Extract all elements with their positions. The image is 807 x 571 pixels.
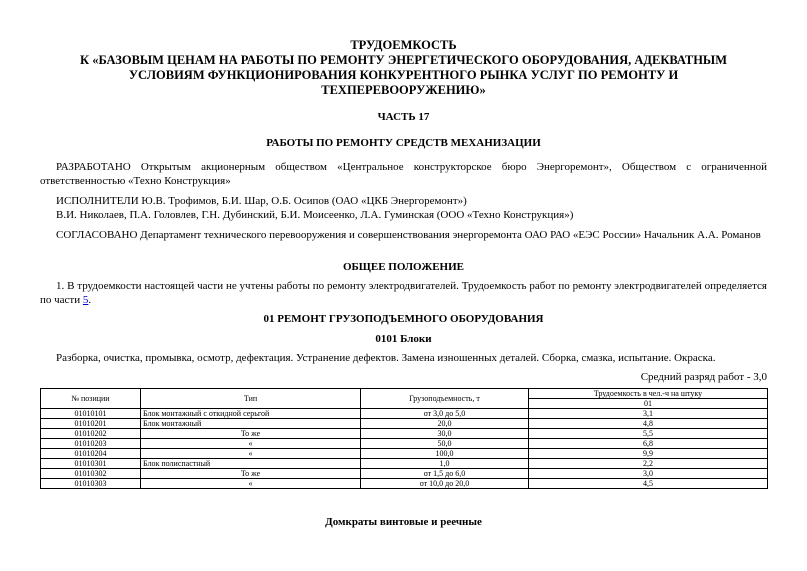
column-header-labor: Трудоемкость в чел.-ч на штуку xyxy=(529,389,768,399)
column-header-type: Тип xyxy=(141,389,361,409)
cell-type: « xyxy=(141,479,361,489)
subsection-heading: 0101 Блоки xyxy=(375,333,432,345)
average-grade: Средний разряд работ - 3,0 xyxy=(640,371,767,383)
column-header-capacity: Грузоподъемность, т xyxy=(361,389,529,409)
table-row xyxy=(41,479,768,489)
labor-table xyxy=(40,388,768,489)
cell-type: Блок полиспастный xyxy=(141,459,361,469)
document-title-line-2: К «БАЗОВЫМ ЦЕНАМ НА РАБОТЫ ПО РЕМОНТУ ЭНЕРГЕТИЧЕСКОГО ОБОРУДОВАНИЯ, АДЕКВАТНЫМ xyxy=(80,53,727,67)
cell-labor: 6,8 xyxy=(529,439,768,449)
table-body xyxy=(41,409,768,489)
executors-line-2: В.И. Николаев, П.А. Головлев, Г.Н. Дубинский, Б.И. Моисеенко, Л.А. Гуминская (ООО «Техно Конструкция») xyxy=(56,209,574,221)
cell-labor: 4,5 xyxy=(529,479,768,489)
table-row xyxy=(41,439,768,449)
cell-type: Блок монтажный xyxy=(141,419,361,429)
cell-capacity: 20,0 xyxy=(361,419,529,429)
part-title: РАБОТЫ ПО РЕМОНТУ СРЕДСТВ МЕХАНИЗАЦИИ xyxy=(266,137,541,149)
section-heading: 01 РЕМОНТ ГРУЗОПОДЪЕМНОГО ОБОРУДОВАНИЯ xyxy=(263,313,544,325)
cell-labor: 3,0 xyxy=(529,469,768,479)
table-row xyxy=(41,429,768,439)
document-title-line-4: ТЕХПЕРЕВООРУЖЕНИЮ» xyxy=(321,83,486,97)
cell-capacity: 50,0 xyxy=(361,439,529,449)
cell-type: То же xyxy=(141,469,361,479)
cell-position: 01010201 xyxy=(41,419,141,429)
agreed-paragraph: СОГЛАСОВАНО Департамент технического перевооружения и совершенствования энергоремонта ОАО РАО «ЕЭС России» Начальник А.А. Романов xyxy=(56,229,761,241)
general-paragraph xyxy=(40,279,767,307)
developed-paragraph: РАЗРАБОТАНО Открытым акционерным обществом «Центральное конструкторское бюро Энергоремонт», Обществом с ограниченной ответственностью «Техно Конструкция» xyxy=(40,161,767,187)
general-text-end: . xyxy=(88,294,92,306)
column-header-labor-sub: 01 xyxy=(529,399,768,409)
document-title-line-1: ТРУДОЕМКОСТЬ xyxy=(350,38,457,52)
part-5-link[interactable]: 5 xyxy=(82,294,89,306)
cell-capacity: от 1,5 до 6,0 xyxy=(361,469,529,479)
cell-position: 01010203 xyxy=(41,439,141,449)
cell-type: То же xyxy=(141,429,361,439)
table-row xyxy=(41,469,768,479)
cell-labor: 2,2 xyxy=(529,459,768,469)
cell-capacity: 1,0 xyxy=(361,459,529,469)
cell-labor: 4,8 xyxy=(529,419,768,429)
cell-labor: 9,9 xyxy=(529,449,768,459)
cell-position: 01010204 xyxy=(41,449,141,459)
work-description: Разборка, очистка, промывка, осмотр, дефектация. Устранение дефектов. Замена изношенных деталей. Сборка, смазка, испытание. Окраска. xyxy=(56,352,716,364)
general-text: 1. В трудоемкости настоящей части не учтены работы по ремонту электродвигателей. Трудоемкость работ по ремонту электродвигателей определяется по части xyxy=(40,280,767,306)
cell-capacity: от 3,0 до 5,0 xyxy=(361,409,529,419)
cell-type: Блок монтажный с откидной серьгой xyxy=(141,409,361,419)
column-header-position: № позиции xyxy=(41,389,141,409)
cell-capacity: 30,0 xyxy=(361,429,529,439)
table-row xyxy=(41,409,768,419)
cell-labor: 5,5 xyxy=(529,429,768,439)
cell-position: 01010301 xyxy=(41,459,141,469)
cell-position: 01010101 xyxy=(41,409,141,419)
cell-type: « xyxy=(141,449,361,459)
document-title-line-3: УСЛОВИЯМ ФУНКЦИОНИРОВАНИЯ КОНКУРЕНТНОГО РЫНКА УСЛУГ ПО РЕМОНТУ И xyxy=(128,68,679,82)
table-row xyxy=(41,419,768,429)
cell-position: 01010303 xyxy=(41,479,141,489)
cell-type: « xyxy=(141,439,361,449)
table-row xyxy=(41,459,768,469)
part-number: ЧАСТЬ 17 xyxy=(377,111,430,123)
executors-line-1: ИСПОЛНИТЕЛИ Ю.В. Трофимов, Б.И. Шар, О.Б. Осипов (ОАО «ЦКБ Энергоремонт») xyxy=(56,195,467,207)
cell-position: 01010202 xyxy=(41,429,141,439)
cell-capacity: от 10,0 до 20,0 xyxy=(361,479,529,489)
cell-capacity: 100,0 xyxy=(361,449,529,459)
cell-labor: 3,1 xyxy=(529,409,768,419)
cell-position: 01010302 xyxy=(41,469,141,479)
next-heading: Домкраты винтовые и реечные xyxy=(325,516,482,528)
general-heading: ОБЩЕЕ ПОЛОЖЕНИЕ xyxy=(342,261,465,273)
table-row xyxy=(41,449,768,459)
